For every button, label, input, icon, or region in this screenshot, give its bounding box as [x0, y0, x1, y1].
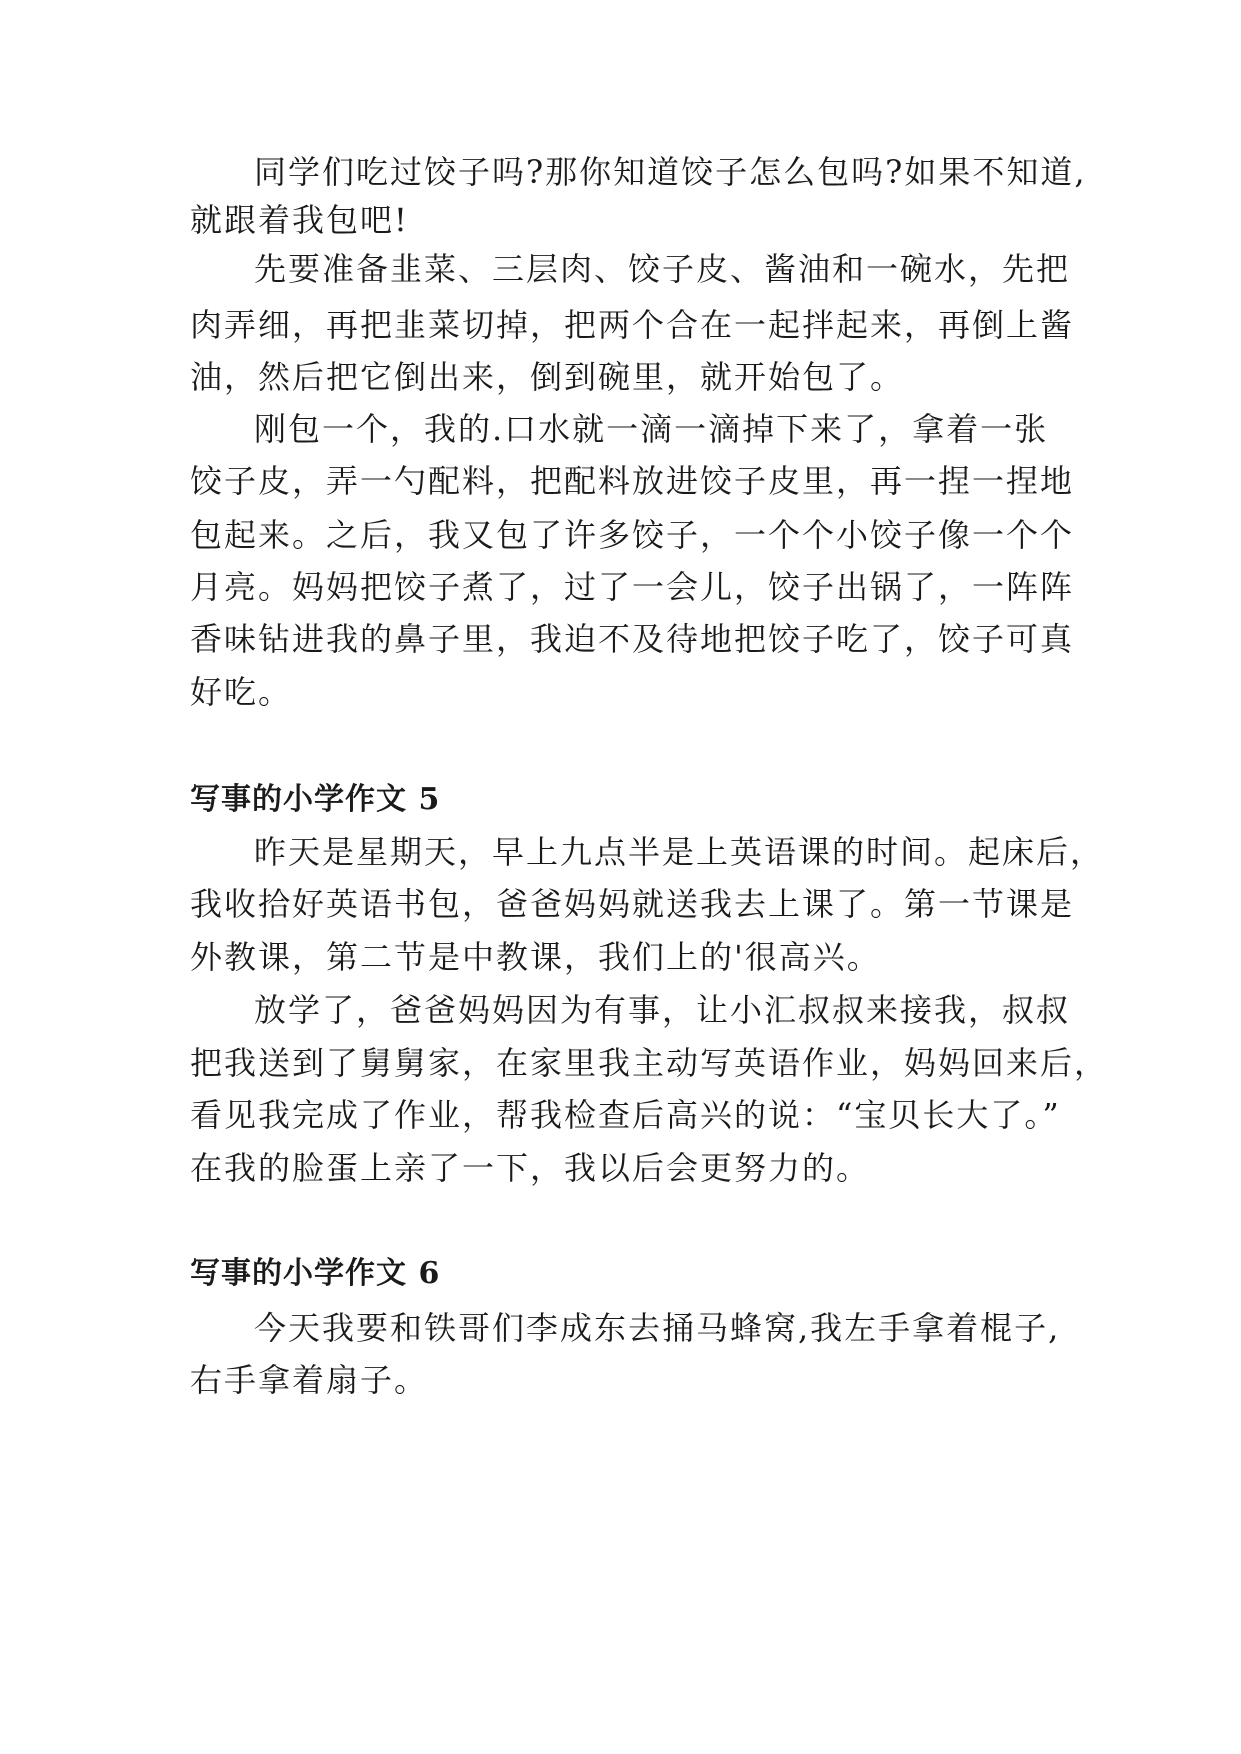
paragraph-line: 香味钻进我的鼻子里，我迫不及待地把饺子吃了，饺子可真 [190, 620, 1075, 658]
paragraph-line: 外教课，第二节是中教课，我们上的'很高兴。 [190, 938, 881, 976]
paragraph-line: 同学们吃过饺子吗?那你知道饺子怎么包吗?如果不知道, [254, 153, 1087, 191]
paragraph-line: 肉弄细，再把韭菜切掉，把两个合在一起拌起来，再倒上酱 [190, 306, 1075, 344]
paragraph-line: 今天我要和铁哥们李成东去捅马蜂窝,我左手拿着棍子, [254, 1309, 1061, 1347]
paragraph-line: 在我的脸蛋上亲了一下，我以后会更努力的。 [190, 1149, 871, 1187]
paragraph-line: 看见我完成了作业，帮我检查后高兴的说：“宝贝长大了。” [190, 1096, 1061, 1134]
paragraph-line: 先要准备韭菜、三层肉、饺子皮、酱油和一碗水，先把 [254, 250, 1071, 288]
paragraph-line: 油，然后把它倒出来，倒到碗里，就开始包了。 [190, 358, 905, 396]
paragraph-line: 昨天是星期天，早上九点半是上英语课的时间。起床后， [254, 833, 1105, 871]
paragraph-line: 刚包一个，我的.口水就一滴一滴掉下来了，拿着一张 [254, 410, 1049, 448]
section-heading: 写事的小学作文 5 [190, 782, 441, 817]
paragraph-line: 月亮。妈妈把饺子煮了，过了一会儿，饺子出锅了，一阵阵 [190, 568, 1075, 606]
paragraph-line: 饺子皮，弄一勺配料，把配料放进饺子皮里，再一捏一捏地 [190, 462, 1075, 500]
paragraph-line: 就跟着我包吧! [190, 201, 409, 239]
paragraph-line: 右手拿着扇子。 [190, 1361, 429, 1399]
paragraph-line: 包起来。之后，我又包了许多饺子，一个个小饺子像一个个 [190, 516, 1075, 554]
section-heading: 写事的小学作文 6 [190, 1256, 441, 1291]
paragraph-line: 放学了，爸爸妈妈因为有事，让小汇叔叔来接我，叔叔 [254, 991, 1071, 1029]
paragraph-line: 我收拾好英语书包，爸爸妈妈就送我去上课了。第一节课是 [190, 885, 1075, 923]
paragraph-line: 把我送到了舅舅家，在家里我主动写英语作业，妈妈回来后， [190, 1044, 1109, 1082]
paragraph-line: 好吃。 [190, 673, 293, 711]
